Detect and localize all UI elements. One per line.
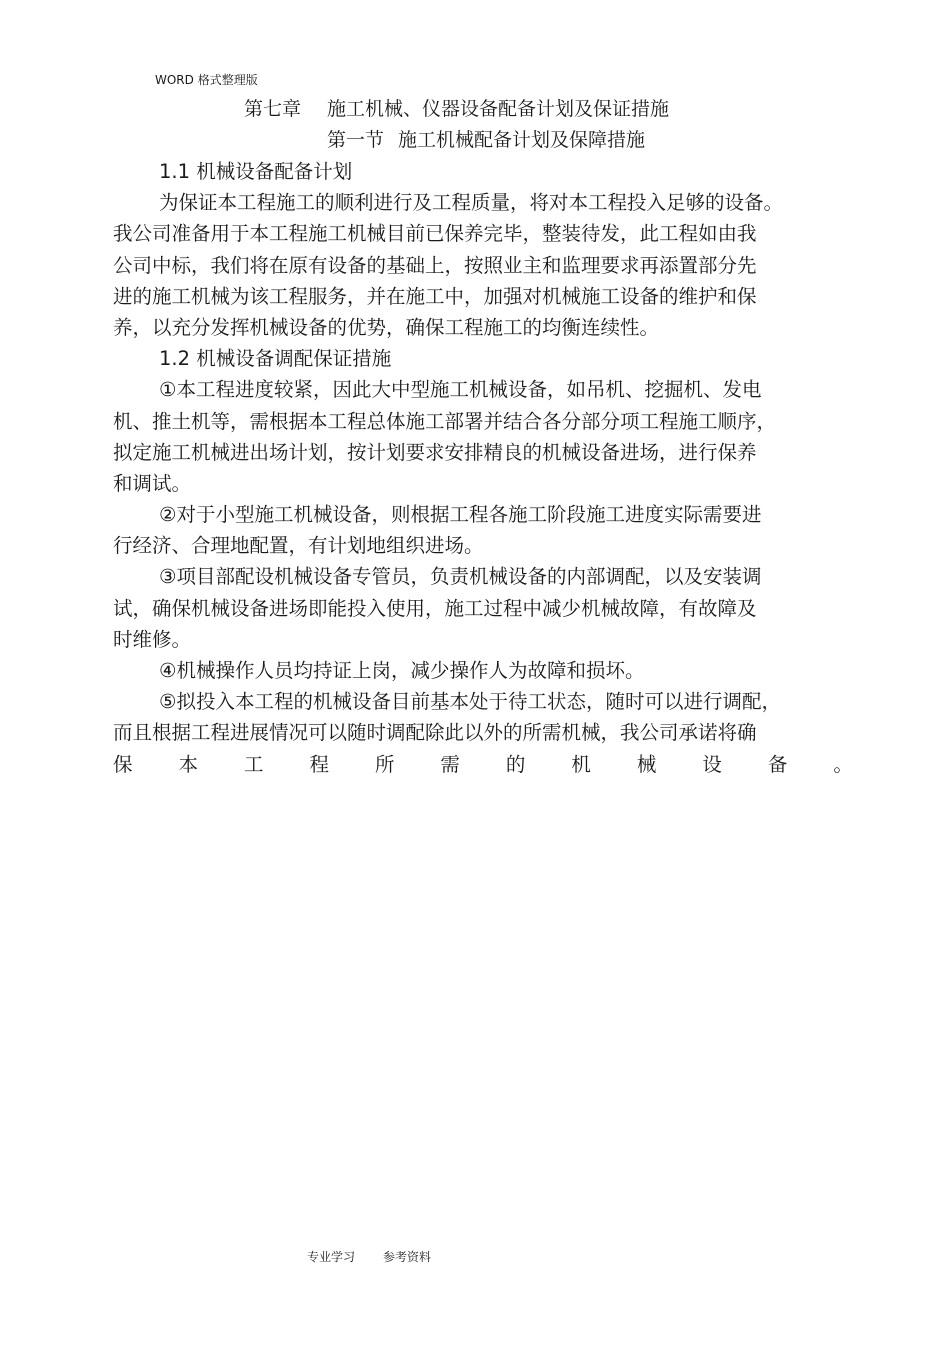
list-item-1 — [113, 374, 833, 499]
paragraph-line: 进的施工机械为该工程服务，并在施工中，加强对机械施工设备的维护和保 — [113, 284, 757, 308]
chapter-title-text: 施工机械、仪器设备配备计划及保证措施 — [327, 98, 670, 120]
paragraph-line: ⑤拟投入本工程的机械设备目前基本处于待工状态，随时可以进行调配， — [159, 690, 781, 714]
paragraph-line: ②对于小型施工机械设备，则根据工程各施工阶段施工进度实际需要进 — [159, 503, 762, 527]
section-number: 第一节 — [327, 129, 385, 151]
paragraph-line: 我公司准备用于本工程施工机械目前已保养完毕，整装待发，此工程如由我 — [113, 222, 757, 246]
paragraph-line: ④机械操作人员均持证上岗，减少操作人为故障和损坏。 — [159, 659, 645, 682]
list-item-3 — [113, 561, 833, 655]
list-item-4 — [113, 655, 833, 686]
paragraph-line: ③项目部配设机械设备专管员，负责机械设备的内部调配，以及安装调 — [159, 565, 762, 589]
list-item-2 — [113, 499, 833, 561]
list-item-5 — [113, 686, 853, 780]
justified-last-line — [113, 749, 853, 780]
section-title — [327, 127, 645, 153]
paragraph-1 — [113, 187, 833, 343]
paragraph-line: 行经济、合理地配置，有计划地组织进场。 — [113, 534, 484, 558]
char: 。 — [833, 752, 853, 776]
paragraph-line: 时维修。 — [113, 627, 192, 651]
char: 程 — [309, 752, 329, 776]
char: 工 — [243, 752, 264, 776]
paragraph-line: 和调试。 — [113, 471, 192, 495]
char: 的 — [505, 752, 526, 776]
footer — [307, 1249, 431, 1265]
footer-left: 专业学习 — [307, 1250, 356, 1264]
heading-1-1: 1.1 机械设备配备计划 — [159, 160, 353, 183]
paragraph-line: 公司中标，我们将在原有设备的基础上，按照业主和监理要求再添置部分先 — [113, 253, 757, 277]
paragraph-line: 机、推土机等，需根据本工程总体施工部署并结合各分部分项工程施工顺序， — [113, 409, 777, 433]
section-title-text: 施工机械配备计划及保障措施 — [398, 129, 646, 151]
char: 械 — [636, 752, 657, 776]
paragraph-line: 试，确保机械设备进场即能投入使用，施工过程中减少机械故障，有故障及 — [113, 596, 757, 620]
paragraph-line: 而且根据工程进展情况可以随时调配除此以外的所需机械，我公司承诺将确 — [113, 721, 757, 745]
char: 需 — [440, 752, 460, 776]
paragraph-line: 拟定施工机械进出场计划，按计划要求安排精良的机械设备进场，进行保养 — [113, 440, 757, 464]
char: 设 — [702, 752, 722, 776]
header-note: WORD 格式整理版 — [155, 73, 258, 87]
char: 机 — [571, 752, 591, 776]
paragraph-line: ①本工程进度较紧，因此大中型施工机械设备，如吊机、挖掘机、发电 — [159, 378, 762, 402]
char: 本 — [178, 752, 198, 776]
paragraph-line: 为保证本工程施工的顺利进行及工程质量，将对本工程投入足够的设备。 — [159, 191, 784, 215]
paragraph-line: 养，以充分发挥机械设备的优势，确保工程施工的均衡连续性。 — [113, 315, 660, 339]
chapter-number: 第七章 — [244, 98, 302, 120]
chapter-title — [244, 96, 669, 122]
document-body — [113, 156, 853, 780]
char: 所 — [374, 752, 395, 776]
footer-right: 参考资料 — [383, 1250, 432, 1264]
heading-1-2: 1.2 机械设备调配保证措施 — [159, 347, 392, 371]
char: 备 — [767, 752, 788, 776]
char: 保 — [113, 752, 133, 776]
